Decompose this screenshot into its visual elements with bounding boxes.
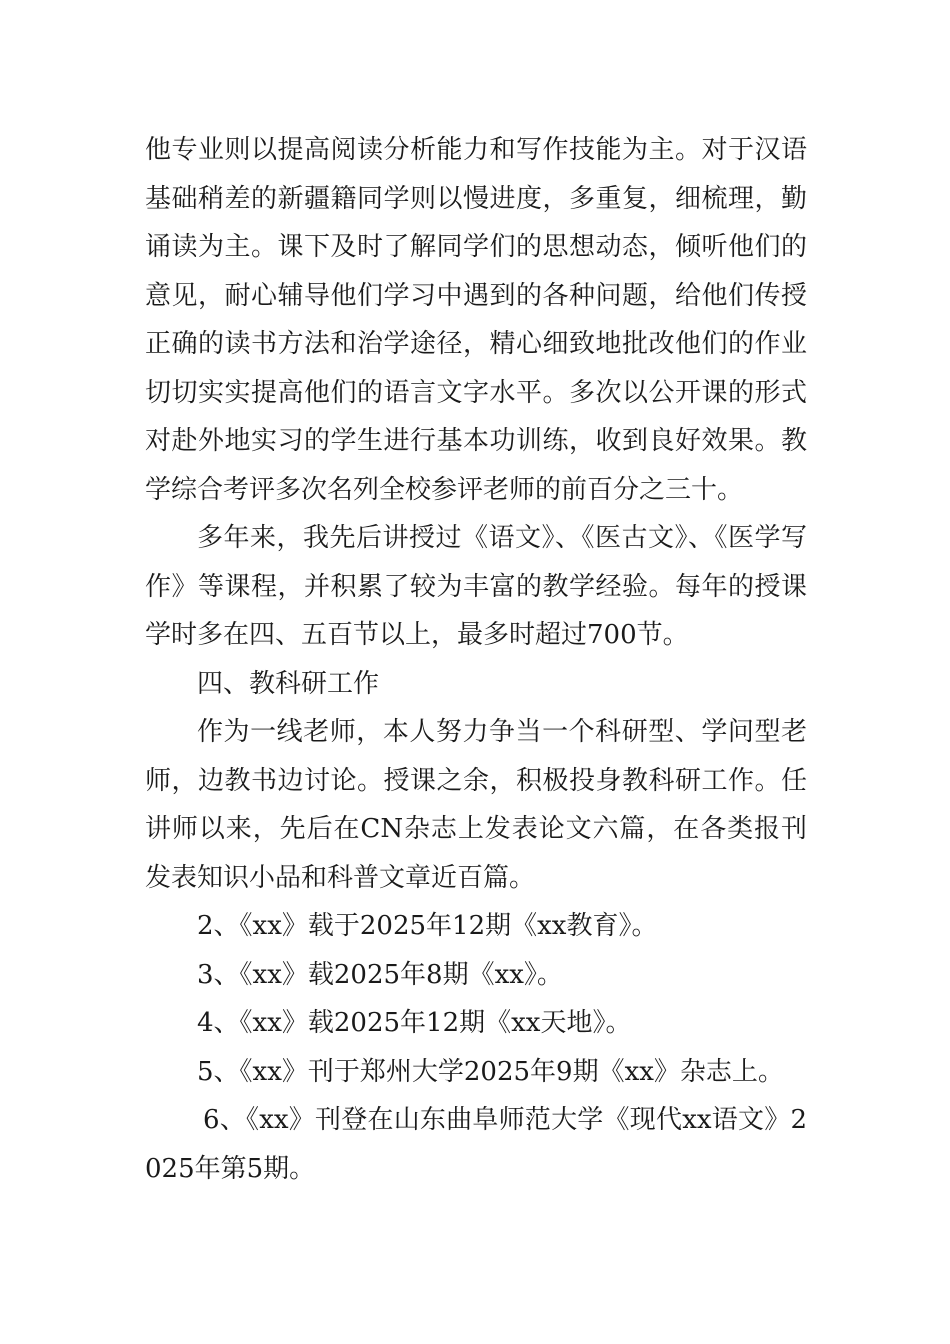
publication-item-6: 6、《xx》刊登在山东曲阜师范大学《现代xx语文》2025年第5期。: [145, 1105, 807, 1184]
section-heading-research: 四、教科研工作: [197, 668, 380, 699]
paragraph-teaching-methods: 他专业则以提高阅读分析能力和写作技能为主。对于汉语基础稍差的新疆籍同学则以慢进度，多重复，细梳理，勤诵读为主。课下及时了解同学们的思想动态，倾听他们的意见，耐心辅导他们学习中遇到的各种问题，给他们传授正确的读书方法和治学途径，精心细致地批改他们的作业切切实实提高他们的语言文字水平。多次以公开课的形式对赴外地实习的学生进行基本功训练，收到良好效果。教学综合考评多次名列全校参评老师的前百分之三十。: [145, 135, 807, 505]
publication-item-2: 2、《xx》载于2025年12期《xx教育》。: [197, 911, 658, 941]
publication-item-5: 5、《xx》刊于郑州大学2025年9期《xx》杂志上。: [197, 1056, 784, 1087]
publication-item-4: 4、《xx》载2025年12期《xx天地》。: [197, 1008, 632, 1038]
document-body: [145, 126, 807, 1193]
paragraph-research-summary: 作为一线老师，本人努力争当一个科研型、学问型老师，边教书边讨论。授课之余，积极投身教科研工作。任讲师以来，先后在CN杂志上发表论文六篇，在各类报刊发表知识小品和科普文章近百篇。: [145, 717, 807, 893]
paragraph-courses-taught: 多年来，我先后讲授过《语文》、《医古文》、《医学写作》等课程，并积累了较为丰富的教学经验。每年的授课学时多在四、五百节以上，最多时超过700节。: [145, 523, 807, 650]
publication-item-3: 3、《xx》载2025年8期《xx》。: [197, 959, 563, 990]
